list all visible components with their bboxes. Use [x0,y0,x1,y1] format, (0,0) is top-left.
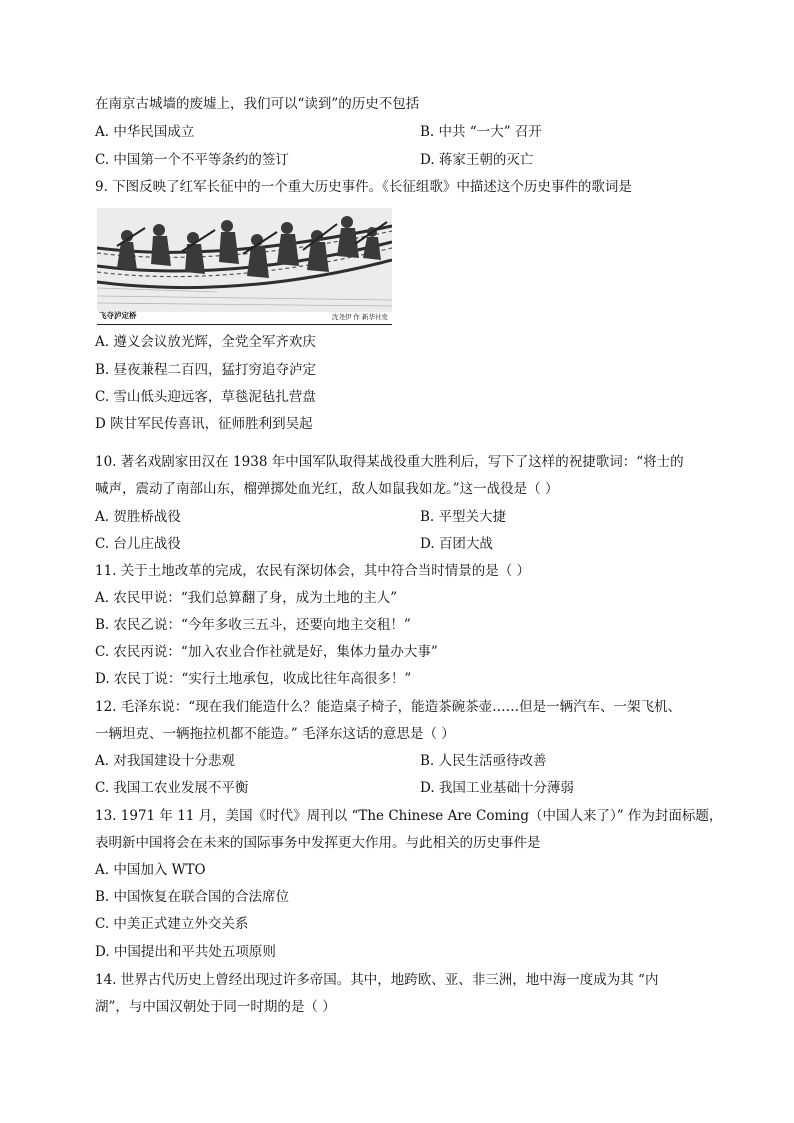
q10-stem-line2: 喊声，震动了南部山东，榴弹掷处血光红，敌人如鼠我如龙。”这一战役是（ ） [95,481,559,497]
q13-option-c: C. 中美正式建立外交关系 [95,916,249,932]
q11-option-d: D. 农民丁说：“实行土地承包，收成比往年高很多！” [95,671,412,687]
q12-stem-line2: 一辆坦克、一辆拖拉机都不能造。” 毛泽东这话的意思是（ ） [95,726,455,742]
q12-option-d: D. 我国工业基础十分薄弱 [420,780,574,796]
figure-caption-credit: 沈尧伊 作 新华社发 [331,313,388,321]
q13-stem-line2: 表明新中国将会在未来的国际事务中发挥更大作用。与此相关的历史事件是 [95,835,541,851]
q10-option-c: C. 台儿庄战役 [95,536,181,552]
figure-caption-title: 飞夺泸定桥 [99,311,137,320]
q9-stem: 9. 下图反映了红军长征中的一个重大历史事件。《长征组歌》中描述这个历史事件的歌词是 [95,179,632,195]
q12-stem-line1: 12. 毛泽东说：“现在我们能造什么？能造桌子椅子，能造茶碗茶壶……但是一辆汽车、一架飞机、 [95,699,682,715]
q13-option-b: B. 中国恢复在联合国的合法席位 [95,889,290,905]
q8-option-b: B. 中共 “一大” 召开 [420,124,542,140]
q9-option-d: D 陕甘军民传喜讯，征师胜利到吴起 [95,416,313,432]
luding-bridge-illustration [97,208,392,312]
q14-stem-line2: 湖”，与中国汉朝处于同一时期的是（ ） [95,999,336,1015]
q12-option-a: A. 对我国建设十分悲观 [95,753,235,769]
q13-stem-line1: 13. 1971 年 11 月，美国《时代》周刊以 “The Chinese Are Coming（中国人来了）” 作为封面标题， [95,808,723,824]
q11-stem: 11. 关于土地改革的完成，农民有深切体会，其中符合当时情景的是（ ） [95,563,531,579]
q11-option-b: B. 农民乙说：“今年多收三五斗，还要向地主交租！” [95,617,411,633]
q8-option-d: D. 蒋家王朝的灭亡 [420,152,534,168]
q12-option-c: C. 我国工农业发展不平衡 [95,780,249,796]
q9-option-c: C. 雪山低头迎远客，草毯泥毡扎营盘 [95,389,316,405]
q10-option-a: A. 贺胜桥战役 [95,509,181,525]
luding-bridge-figure [97,208,392,325]
q14-stem-line1: 14. 世界古代历史上曾经出现过许多帝国。其中，地跨欧、亚、非三洲，地中海一度成为其 “内 [95,972,659,988]
q9-option-a: A. 遵义会议放光辉，全党全军齐欢庆 [95,334,316,350]
q10-stem-line1: 10. 著名戏剧家田汉在 1938 年中国军队取得某战役重大胜利后，写下了这样的祝捷歌词：“将士的 [95,454,684,470]
q11-option-a: A. 农民甲说：“我们总算翻了身，成为土地的主人” [95,590,398,606]
q12-option-b: B. 人民生活亟待改善 [420,753,547,769]
q10-option-d: D. 百团大战 [420,536,493,552]
q8-option-c: C. 中国第一个不平等条约的签订 [95,152,289,168]
q9-option-b: B. 昼夜兼程二百四，猛打穷追夺泸定 [95,362,317,378]
q11-option-c: C. 农民丙说：“加入农业合作社就是好，集体力量办大事” [95,644,438,660]
q13-option-a: A. 中国加入 WTO [95,862,206,878]
q10-option-b: B. 平型关大捷 [420,509,507,525]
q13-option-d: D. 中国提出和平共处五项原则 [95,944,276,960]
q8-stem: 在南京古城墙的废墟上，我们可以“读到”的历史不包括 [95,96,420,112]
q8-option-a: A. 中华民国成立 [95,124,195,140]
